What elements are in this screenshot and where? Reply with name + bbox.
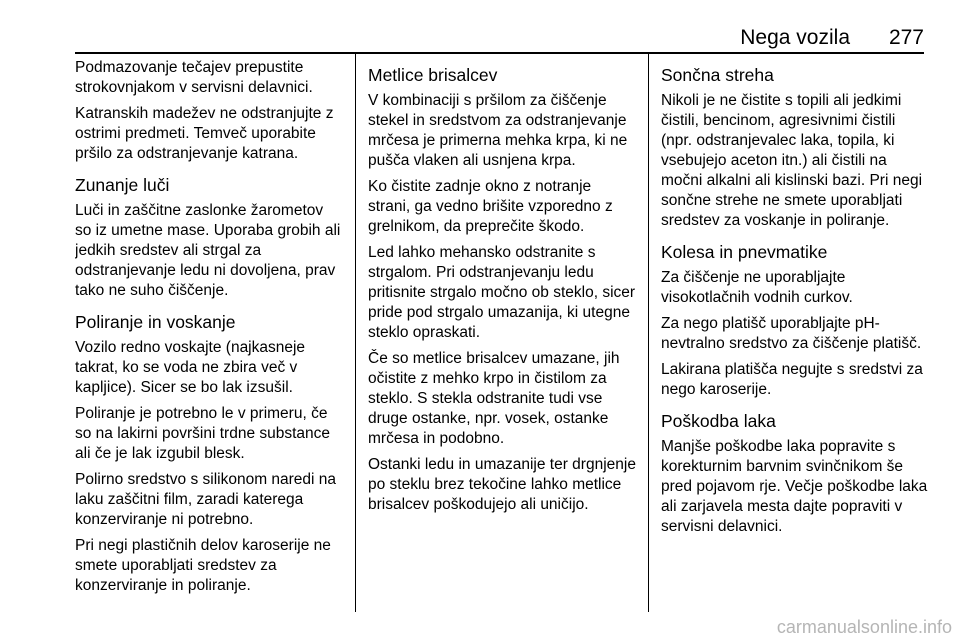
body-paragraph: Polirno sredstvo s silikonom naredi na laku zaščitni film, zaradi katerega konzerviranje ni potrebno.	[75, 471, 337, 528]
section-heading: Poliranje in voskanje	[75, 312, 236, 332]
section-heading: Kolesa in pnevmatike	[661, 242, 828, 262]
body-paragraph: Ko čistite zadnje okno z notranje strani, ga vedno brišite vzporedno z grelnikom, da preprečite škodo.	[368, 178, 613, 235]
header-rule	[75, 52, 924, 54]
body-paragraph: Poliranje je potrebno le v primeru, če so na lakirni površini trdne substance ali če je lak izgubil blesk.	[75, 405, 331, 462]
body-paragraph: Če so metlice brisalcev umazane, jih očistite z mehko krpo in čistilom za steklo. S stekla odstranite tudi vse druge ostanke, npr. vosek, ostanke mrčesa in podobno.	[368, 350, 620, 447]
body-paragraph: Manjše poškodbe laka popravite s korekturnim barvnim svinčnikom še pred pojavom rje. Večje poškodbe laka ali zarjavela mesta dajte popraviti v servisni delavnici.	[661, 438, 928, 535]
section-heading: Zunanje luči	[75, 175, 170, 195]
column-divider	[648, 54, 649, 612]
body-paragraph: Vozilo redno voskajte (najkasneje takrat, ko se voda ne zbira več v kapljice). Sicer se bo lak izsušil.	[75, 339, 306, 396]
body-paragraph: Za čiščenje ne uporabljajte visokotlačnih vodnih curkov.	[661, 269, 853, 306]
section-heading: Metlice brisalcev	[368, 65, 498, 85]
body-paragraph: Lakirana platišča negujte s sredstvi za nego karoserije.	[661, 361, 923, 398]
text-column-3	[661, 58, 929, 613]
page-header	[0, 0, 960, 52]
body-paragraph: Pri negi plastičnih delov karoserije ne smete uporabljati sredstev za konzerviranje in poliranje.	[75, 537, 331, 594]
body-paragraph: Luči in zaščitne zaslonke žarometov so iz umetne mase. Uporaba grobih ali jedkih sredstev ali strgal za odstranjevanje ledu ni dovoljena, prav tako ne suho čiščenje.	[75, 202, 341, 299]
text-column-1	[75, 58, 343, 613]
section-heading: Poškodba laka	[661, 411, 776, 431]
body-paragraph: V kombinaciji s pršilom za čiščenje stekel in sredstvom za odstranjevanje mrčesa je primerna mehka krpa, ki ne pušča vlaken ali usnjena krpa.	[368, 92, 628, 169]
page-number: 277	[888, 26, 924, 49]
body-paragraph: Podmazovanje tečajev prepustite strokovnjakom v servisni delavnici.	[75, 59, 313, 96]
text-column-2	[368, 58, 636, 613]
body-paragraph: Za nego platišč uporabljajte pH-nevtralno sredstvo za čiščenje platišč.	[661, 315, 922, 352]
section-heading: Sončna streha	[661, 65, 774, 85]
watermark-text[interactable]: carmanualsonline.info	[776, 617, 952, 637]
column-divider	[355, 54, 356, 612]
body-paragraph: Ostanki ledu in umazanije ter drgnjenje po steklu brez tekočine lahko metlice brisalcev poškodujejo ali uničijo.	[368, 456, 636, 513]
body-paragraph: Katranskih madežev ne odstranjujte z ostrimi predmeti. Temveč uporabite pršilo za odstranjevanje katrana.	[75, 105, 334, 162]
body-paragraph: Led lahko mehansko odstranite s strgalom. Pri odstranjevanju ledu pritisnite strgalo močno ob steklo, sicer pride pod strgalo umazanija, ki utegne steklo opraskati.	[368, 244, 636, 341]
body-paragraph: Nikoli je ne čistite s topili ali jedkimi čistili, bencinom, agresivnimi čistili (npr. odstranjevalec laka, topila, ki vsebujejo aceton itn.) ali čistili na močni alkalni ali kislinski bazi. Pri negi sončne strehe ne smete uporabljati sredstev za voskanje in poliranje.	[661, 92, 923, 229]
section-title: Nega vozila	[740, 26, 850, 49]
